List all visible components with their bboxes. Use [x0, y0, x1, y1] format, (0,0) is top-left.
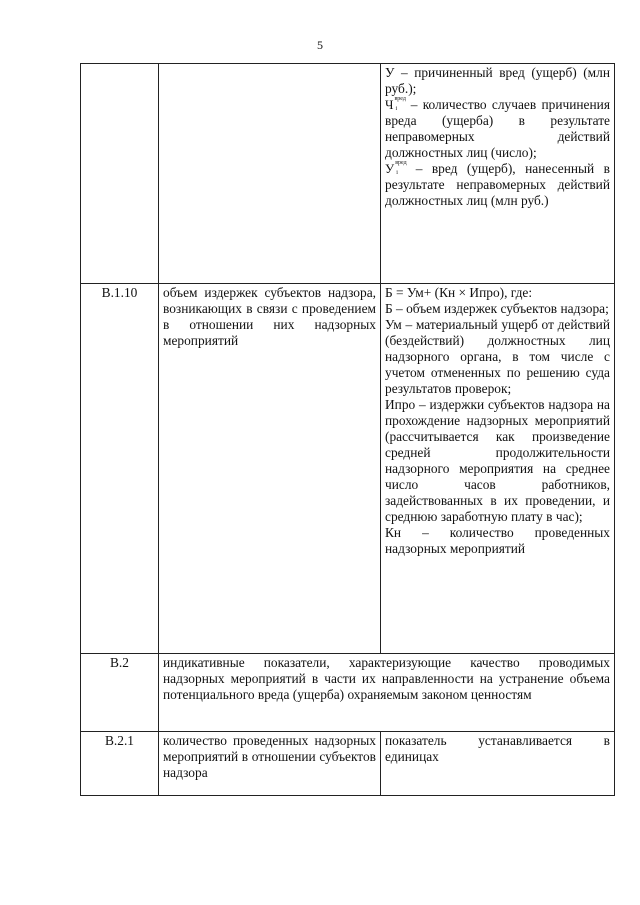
page-number: 5 [317, 38, 323, 52]
row-code [81, 64, 159, 284]
formula-line-with-symbol: Ч вред i – количество случаев причинения вреда (ущерба) в результате неправомерных действий должностных лиц (число); [385, 96, 610, 160]
symbol-harm: У вред i [385, 160, 407, 176]
table-row [81, 732, 615, 796]
row-code: В.1.10 [81, 284, 159, 654]
indicators-table [80, 63, 615, 796]
table-row [81, 284, 615, 654]
row-code: В.2 [81, 654, 159, 732]
table-row [81, 654, 615, 732]
table-row [81, 64, 615, 284]
formula-line: Кн – количество проведенных надзорных мероприятий [385, 525, 610, 556]
row-description [159, 64, 381, 284]
row-formula-cell: показатель устанавливается в единицах [381, 732, 615, 796]
row-formula-cell [381, 284, 615, 654]
symbol-cases: Ч вред i [385, 96, 406, 112]
row-code: В.2.1 [81, 732, 159, 796]
formula-line: Б – объем издержек субъектов надзора; [385, 301, 609, 316]
formula-line-with-symbol: У вред i – вред (ущерб), нанесенный в результате неправомерных действий должностных лиц (млн руб.) [385, 160, 610, 208]
row-merged-text: индикативные показатели, характеризующие качество проводимых надзорных мероприятий в части их направленности на устранение объема потенциального вреда (ущерба) охраняемым законом ценностям [159, 654, 615, 732]
formula-line: Б = Ум+ (Кн × Ипро), где: [385, 285, 533, 300]
formula-line: У – причиненный вред (ущерб) (млн руб.); [385, 65, 610, 96]
formula-line: Ипро – издержки субъектов надзора на прохождение надзорных мероприятий (рассчитывается как произведение средней продолжительности надзорного мероприятия на среднее число часов работников, задействованных в их проведении, и среднюю заработную плату в час); [385, 397, 610, 524]
row-formula-cell [381, 64, 615, 284]
formula-line: Ум – материальный ущерб от действий (бездействий) должностных лиц надзорного органа, в том числе с учетом отмененных по решению суда результатов проверок; [385, 317, 610, 396]
row-description: количество проведенных надзорных мероприятий в отношении субъектов надзора [159, 732, 381, 796]
row-description: объем издержек субъектов надзора, возникающих в связи с проведением в отношении них надзорных мероприятий [159, 284, 381, 654]
